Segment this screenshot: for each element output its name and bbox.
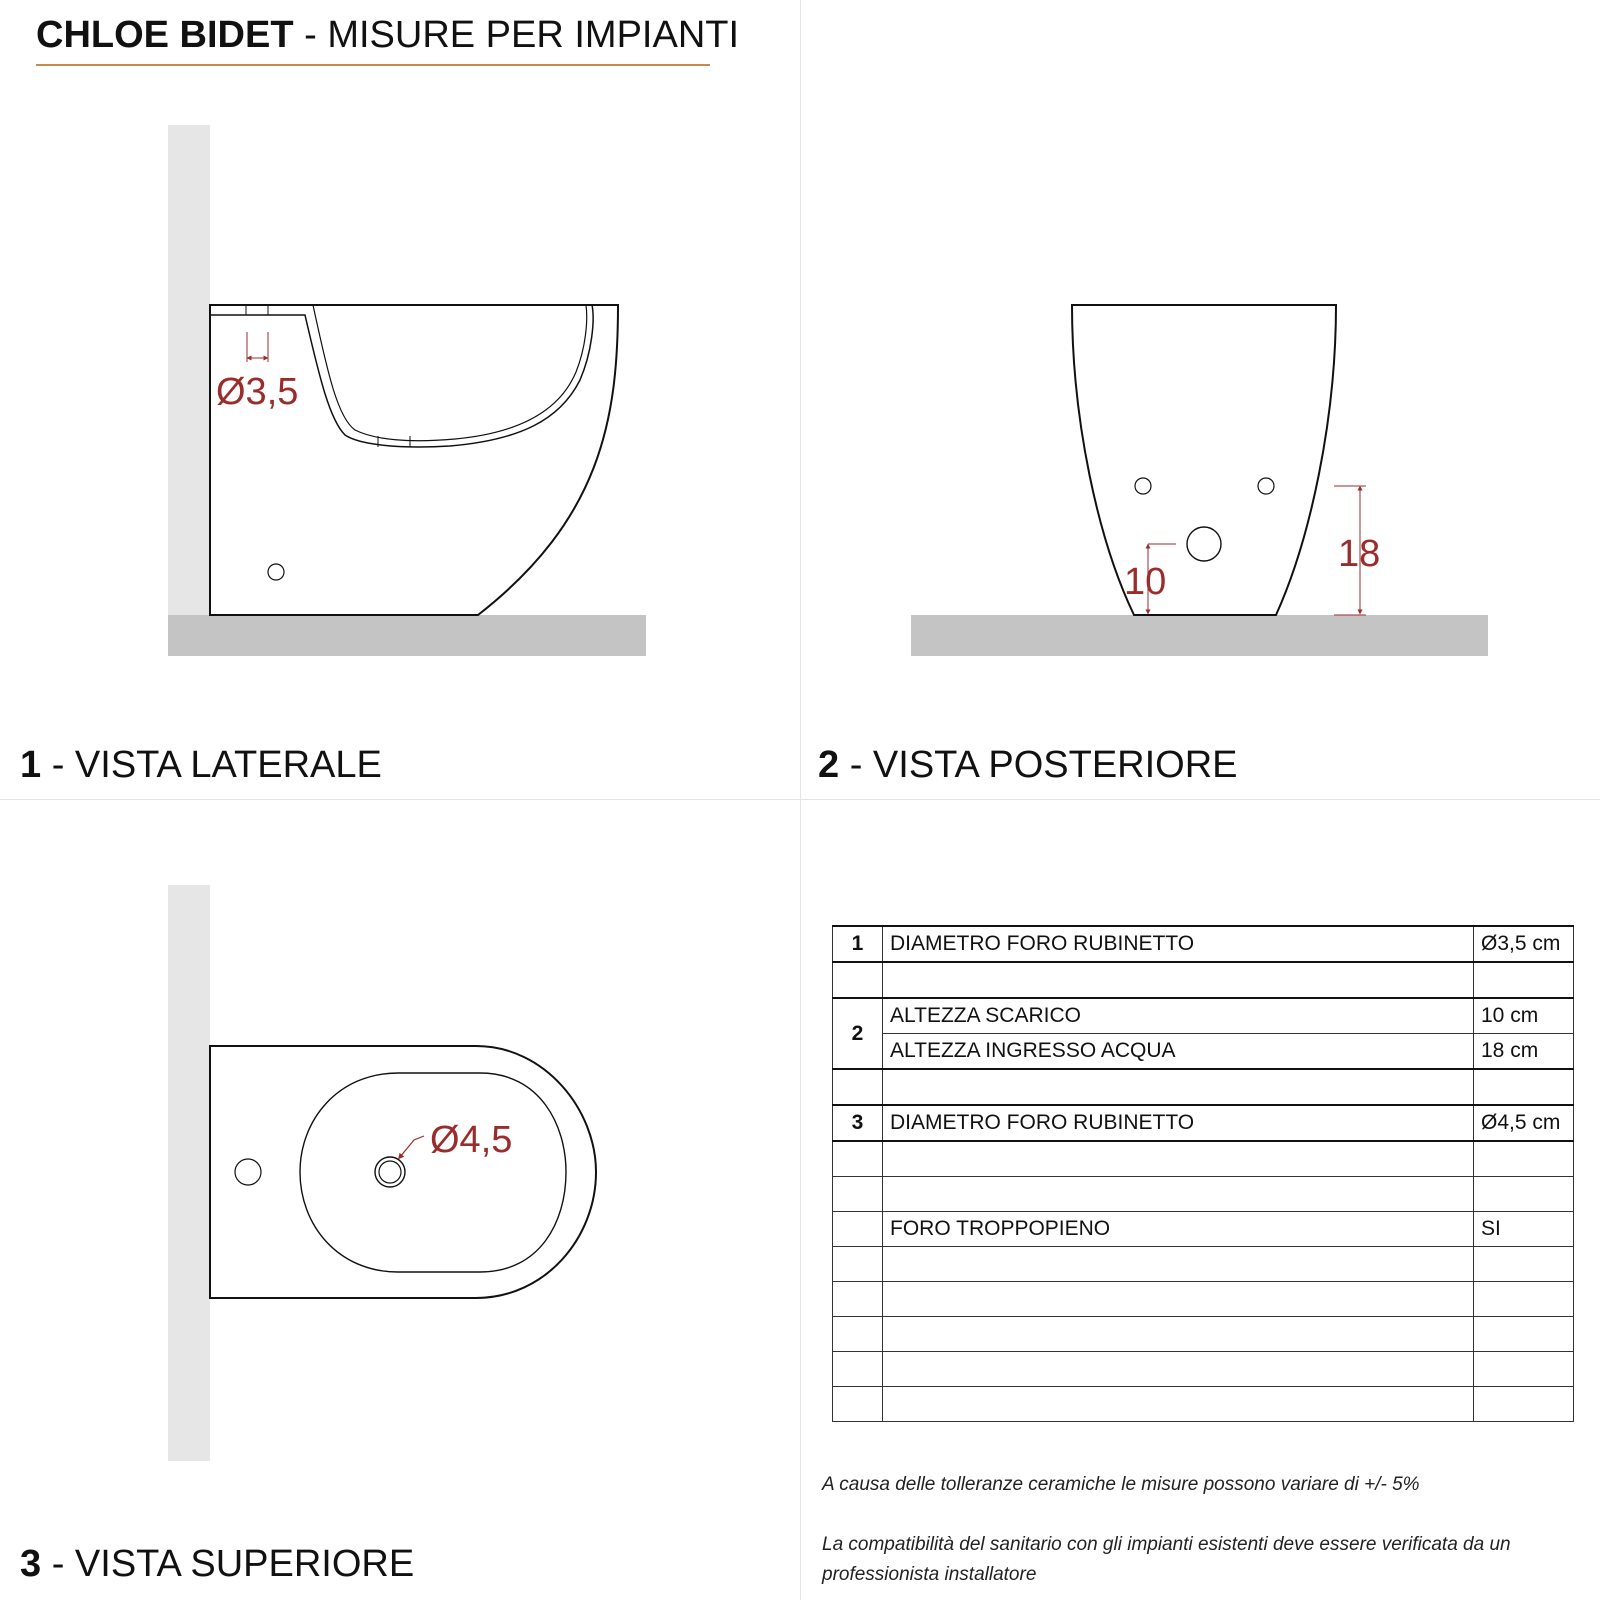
rear-floor bbox=[911, 615, 1488, 656]
rear-inlet-height-label: 18 bbox=[1338, 533, 1381, 575]
table-row bbox=[833, 1069, 1574, 1105]
page-subtitle: - MISURE PER IMPIANTI bbox=[304, 14, 740, 56]
table-row: FORO TROPPOPIENO SI bbox=[833, 1212, 1574, 1247]
top-wall bbox=[168, 885, 210, 1461]
table-row: ALTEZZA INGRESSO ACQUA 18 cm bbox=[833, 1034, 1574, 1070]
view-3-label: 3 - VISTA SUPERIORE bbox=[20, 1543, 415, 1585]
table-row bbox=[833, 1247, 1574, 1282]
top-view-drawing bbox=[168, 885, 596, 1461]
table-row bbox=[833, 1141, 1574, 1177]
table-row: 2 ALTEZZA SCARICO 10 cm bbox=[833, 998, 1574, 1034]
top-tap-hole-label: Ø4,5 bbox=[430, 1119, 513, 1161]
rear-bidet-outline bbox=[1072, 305, 1336, 615]
table-row: 1 DIAMETRO FORO RUBINETTO Ø3,5 cm bbox=[833, 926, 1574, 962]
side-tap-hole-label: Ø3,5 bbox=[216, 371, 299, 413]
rear-view-drawing bbox=[911, 305, 1488, 656]
table-row: 3 DIAMETRO FORO RUBINETTO Ø4,5 cm bbox=[833, 1105, 1574, 1141]
top-overflow-hole bbox=[235, 1159, 261, 1185]
table-row bbox=[833, 962, 1574, 998]
rear-drain-height-label: 10 bbox=[1124, 561, 1167, 603]
rear-inlet-right bbox=[1258, 478, 1274, 494]
table-row bbox=[833, 1317, 1574, 1352]
rear-drain-hole bbox=[1187, 527, 1221, 561]
view-1-label: 1 - VISTA LATERALE bbox=[20, 744, 382, 786]
table-row bbox=[833, 1282, 1574, 1317]
specs-table bbox=[832, 925, 1574, 1422]
side-view-drawing bbox=[168, 125, 646, 656]
product-name: CHLOE BIDET bbox=[36, 14, 294, 56]
side-overflow-hole bbox=[268, 564, 284, 580]
compatibility-note: La compatibilità del sanitario con gli impianti esistenti deve essere verificata da un professionista installatore bbox=[822, 1534, 1511, 1585]
rear-inlet-left bbox=[1135, 478, 1151, 494]
side-floor bbox=[168, 615, 646, 656]
table-row bbox=[833, 1352, 1574, 1387]
top-bowl-outline bbox=[300, 1073, 566, 1272]
side-wall bbox=[168, 125, 210, 615]
table-row bbox=[833, 1177, 1574, 1212]
view-2-label: 2 - VISTA POSTERIORE bbox=[818, 744, 1238, 786]
tolerance-note: A causa delle tolleranze ceramiche le misure possono variare di +/- 5% bbox=[822, 1474, 1420, 1495]
table-row bbox=[833, 1387, 1574, 1422]
